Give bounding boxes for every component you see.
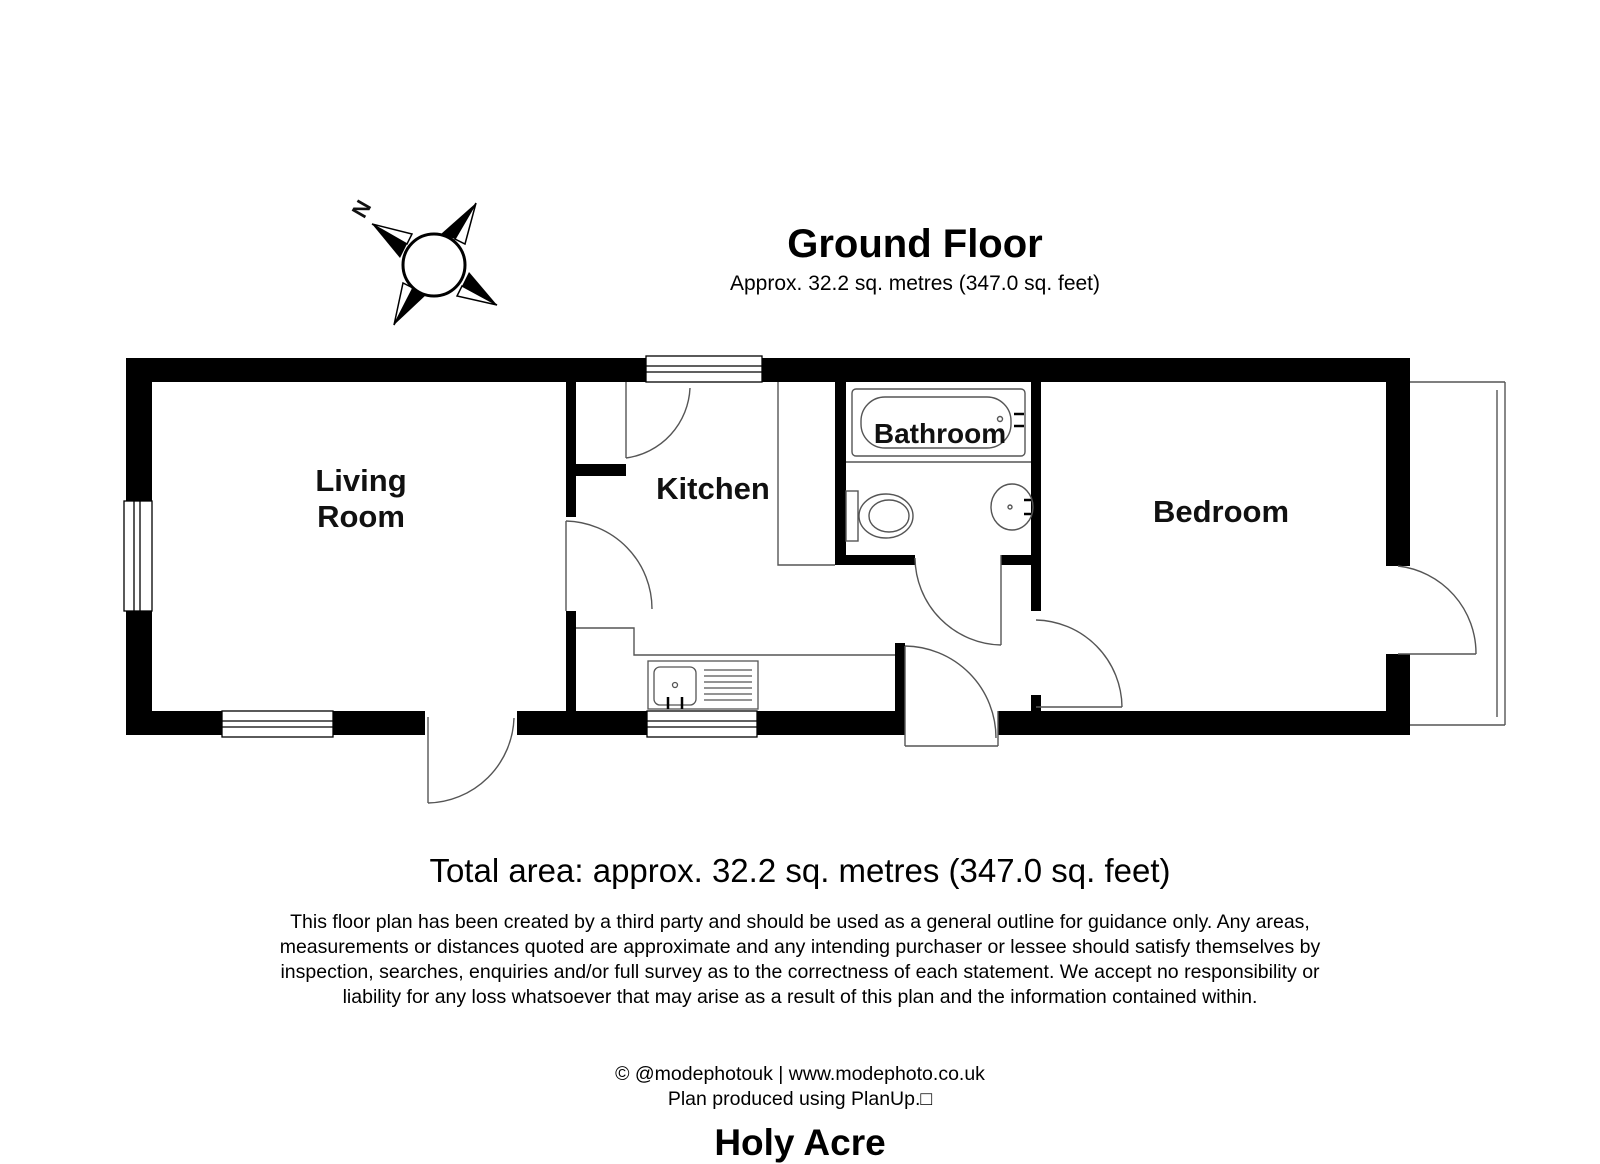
door-living-kitchen (566, 521, 652, 611)
door-hall-external (905, 646, 998, 746)
basin-icon (991, 484, 1033, 530)
deck-outline (1410, 382, 1505, 725)
kitchen-sink-icon (648, 661, 758, 709)
kitchen-label: Kitchen (656, 471, 770, 506)
credit-block (450, 1062, 1150, 1112)
living-room-label-line1: Living (315, 463, 407, 498)
window-living-left (124, 501, 152, 611)
credit-line-2: Plan produced using PlanUp.□ (667, 1088, 933, 1110)
window-kitchen-bottom (647, 711, 757, 737)
total-area: Total area: approx. 32.2 sq. metres (347.0 sq. feet) (429, 852, 1171, 889)
exterior-walls (126, 358, 1410, 735)
living-room-label-line2: Room (317, 499, 405, 534)
door-front-living (428, 717, 514, 803)
bathroom-label: Bathroom (873, 418, 1007, 449)
window-kitchen-top (646, 356, 762, 382)
compass-rose-icon (347, 196, 497, 325)
kitchen-units (576, 382, 895, 655)
floor-area: Approx. 32.2 sq. metres (347.0 sq. feet) (729, 272, 1101, 295)
door-bathroom (915, 555, 1001, 645)
door-kitchen-cupboard (626, 382, 690, 458)
property-name: Holy Acre (714, 1122, 886, 1163)
floor-title: Ground Floor (787, 222, 1043, 266)
credit-line-1: © @modephotouk | www.modephoto.co.uk (615, 1063, 985, 1085)
door-bedroom-external (1398, 566, 1476, 654)
compass-north-letter: N (346, 195, 377, 222)
disclaimer-text: This floor plan has been created by a third party and should be used as a general outline for guidance only. Any areas, measurements or distances quoted are approximate and any intending purchaser or lessee should satisfy themselves by inspection, searches, enquiries and/or full survey as to the correctness of each statement. We accept no responsibility or liability for any loss whatsoever that may arise as a result of this plan and the information contained within. (279, 911, 1321, 1008)
window-living-bottom (222, 711, 333, 737)
door-bedroom (1036, 620, 1122, 707)
toilet-icon (846, 491, 913, 541)
bedroom-label: Bedroom (1152, 494, 1290, 529)
